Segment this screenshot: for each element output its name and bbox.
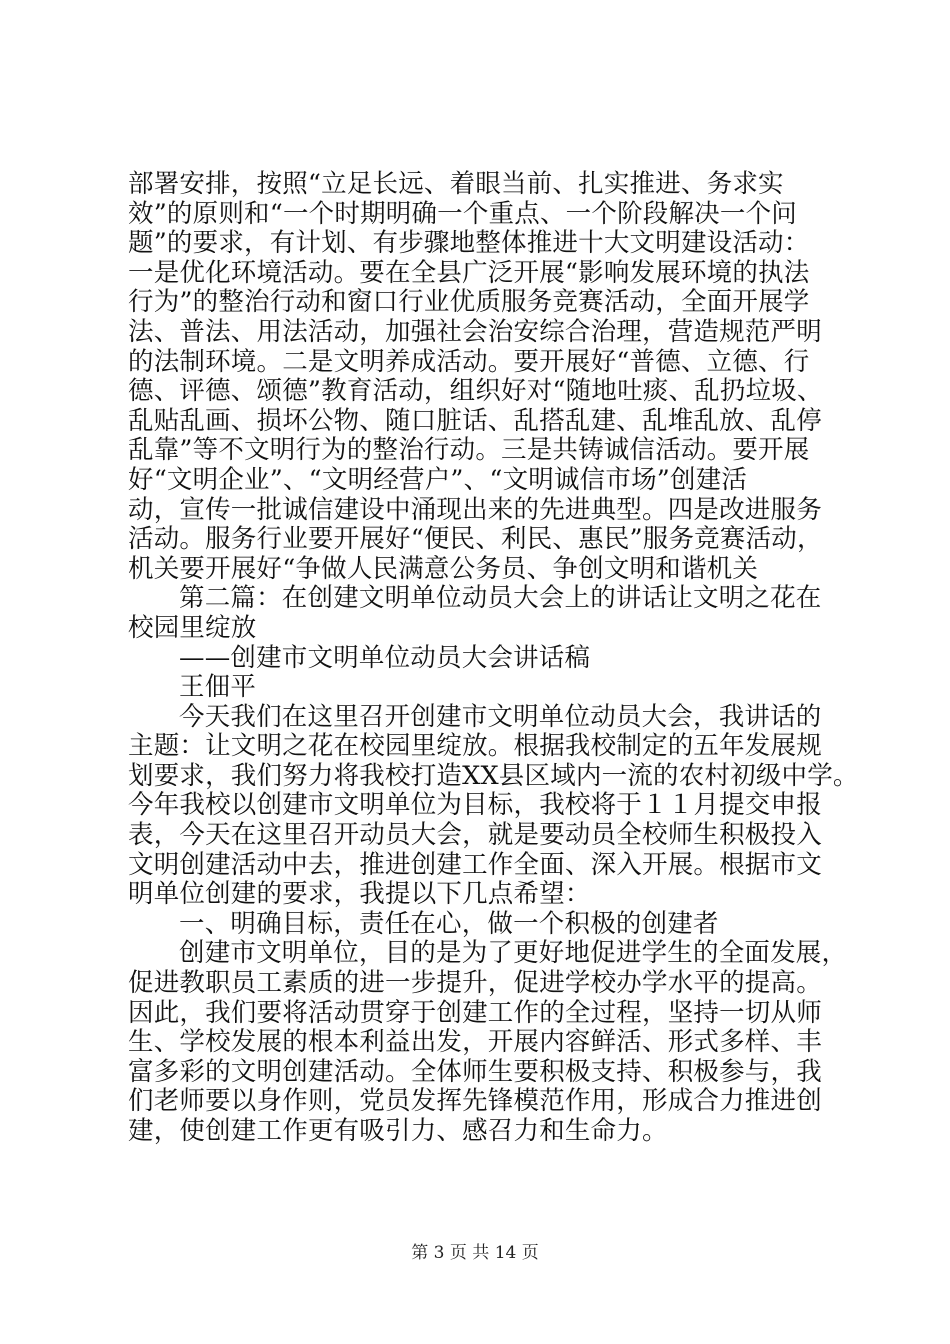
text-line: 促进教职员工素质的进一步提升，促进学校办学水平的提高。 <box>128 968 822 999</box>
text-line: 划要求，我们努力将我校打造XX县区域内一流的农村初级中学。 <box>128 760 859 791</box>
text-line: 建，使创建工作更有吸引力、感召力和生命力。 <box>128 1116 668 1146</box>
text-line: ——创建市文明单位动员大会讲话稿 <box>179 642 591 673</box>
text-line: 效”的原则和“一个时期明确一个重点、一个阶段解决一个问 <box>128 198 797 229</box>
text-line: 机关要开展好“争做人民满意公务员、争创文明和谐机关 <box>128 553 759 584</box>
text-line: 生、学校发展的根本利益出发，开展内容鲜活、形式多样、丰 <box>128 1027 822 1058</box>
text-line: 题”的要求，有计划、有步骤地整体推进十大文明建设活动： <box>128 228 810 259</box>
text-line: 王佃平 <box>179 672 257 703</box>
text-line: 文明创建活动中去，推进创建工作全面、深入开展。根据市文 <box>128 849 822 880</box>
text-line: 一、明确目标，责任在心，做一个积极的创建者 <box>179 908 719 939</box>
text-line: 动，宣传一批诚信建设中涌现出来的先进典型。四是改进服务 <box>128 494 822 525</box>
text-line: 主题：让文明之花在校园里绽放。根据我校制定的五年发展规 <box>128 731 822 762</box>
text-line: 因此，我们要将活动贯穿于创建工作的全过程，坚持一切从师 <box>128 997 822 1028</box>
text-line: 今年我校以创建市文明单位为目标，我校将于１１月提交申报 <box>128 790 822 821</box>
text-line: 富多彩的文明创建活动。全体师生要积极支持、积极参与，我 <box>128 1056 822 1087</box>
text-line: 们老师要以身作则，党员发挥先锋模范作用，形成合力推进创 <box>128 1086 822 1117</box>
page-number-footer: 第 3 页 共 14 页 <box>411 1243 539 1263</box>
text-line: 部署安排，按照“立足长远、着眼当前、扎实推进、务求实 <box>128 169 784 199</box>
text-line: 乱贴乱画、损坏公物、随口脏话、乱搭乱建、乱堆乱放、乱停 <box>128 405 822 436</box>
text-line: 明单位创建的要求，我提以下几点希望： <box>128 879 591 910</box>
text-line: 的法制环境。二是文明养成活动。要开展好“普德、立德、行 <box>128 346 810 377</box>
text-line: 校园里绽放 <box>128 612 257 643</box>
text-line: 法、普法、用法活动，加强社会治安综合治理，营造规范严明 <box>128 316 822 347</box>
text-line: 行为”的整治行动和窗口行业优质服务竞赛活动，全面开展学 <box>128 287 810 318</box>
text-line: 德、评德、颂德”教育活动，组织好对“随地吐痰、乱扔垃圾、 <box>128 376 823 407</box>
text-line: 表，今天在这里召开动员大会，就是要动员全校师生积极投入 <box>128 820 822 851</box>
text-line: 好“文明企业”、“文明经营户”、“文明诚信市场”创建活 <box>128 464 748 495</box>
text-line: 活动。服务行业要开展好“便民、利民、惠民”服务竞赛活动， <box>128 524 823 555</box>
text-line: 创建市文明单位，目的是为了更好地促进学生的全面发展， <box>179 938 848 969</box>
text-line: 第二篇：在创建文明单位动员大会上的讲话让文明之花在 <box>179 583 822 614</box>
document-body <box>128 169 859 1147</box>
text-line: 乱靠”等不文明行为的整治行动。三是共铸诚信活动。要开展 <box>128 435 810 466</box>
text-line: 一是优化环境活动。要在全县广泛开展“影响发展环境的执法 <box>128 257 810 288</box>
text-line: 今天我们在这里召开创建市文明单位动员大会，我讲话的 <box>179 701 822 732</box>
